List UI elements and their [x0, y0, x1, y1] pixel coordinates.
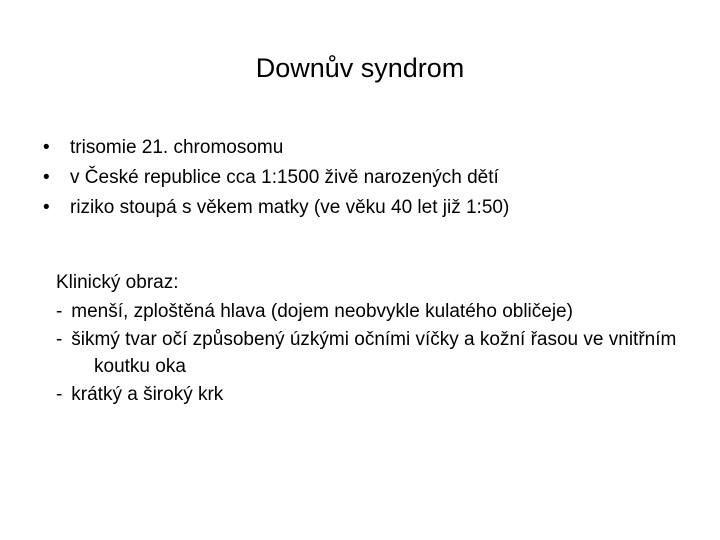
- clinical-item-text: krátký a široký krk: [71, 384, 224, 405]
- bullet-marker: •: [43, 167, 50, 188]
- dash-marker: -: [56, 301, 63, 322]
- bullet-item: [43, 163, 683, 193]
- clinical-item: [56, 326, 686, 380]
- bullet-list: [43, 133, 683, 223]
- clinical-heading: Klinický obraz:: [56, 272, 179, 293]
- clinical-item: [56, 380, 686, 409]
- bullet-text: v České republice cca 1:1500 živě narozených dětí: [70, 167, 499, 188]
- bullet-text: trisomie 21. chromosomu: [70, 137, 284, 158]
- dash-marker: -: [56, 384, 63, 405]
- slide-title: Downův syndrom: [255, 53, 465, 83]
- clinical-item-text: menší, zploštěná hlava (dojem neobvykle kulatého obličeje): [71, 301, 573, 322]
- dash-marker: -: [56, 329, 63, 350]
- clinical-item-text: šikmý tvar očí způsobený úzkými očními víčky a kožní řasou ve vnitřním koutku oka: [71, 329, 677, 377]
- clinical-picture-section: [56, 268, 686, 409]
- bullet-marker: •: [43, 137, 50, 158]
- bullet-text: riziko stoupá s věkem matky (ve věku 40 let již 1:50): [70, 197, 510, 218]
- bullet-item: [43, 193, 683, 223]
- clinical-item: [56, 297, 686, 326]
- bullet-item: [43, 133, 683, 163]
- bullet-marker: •: [43, 197, 50, 218]
